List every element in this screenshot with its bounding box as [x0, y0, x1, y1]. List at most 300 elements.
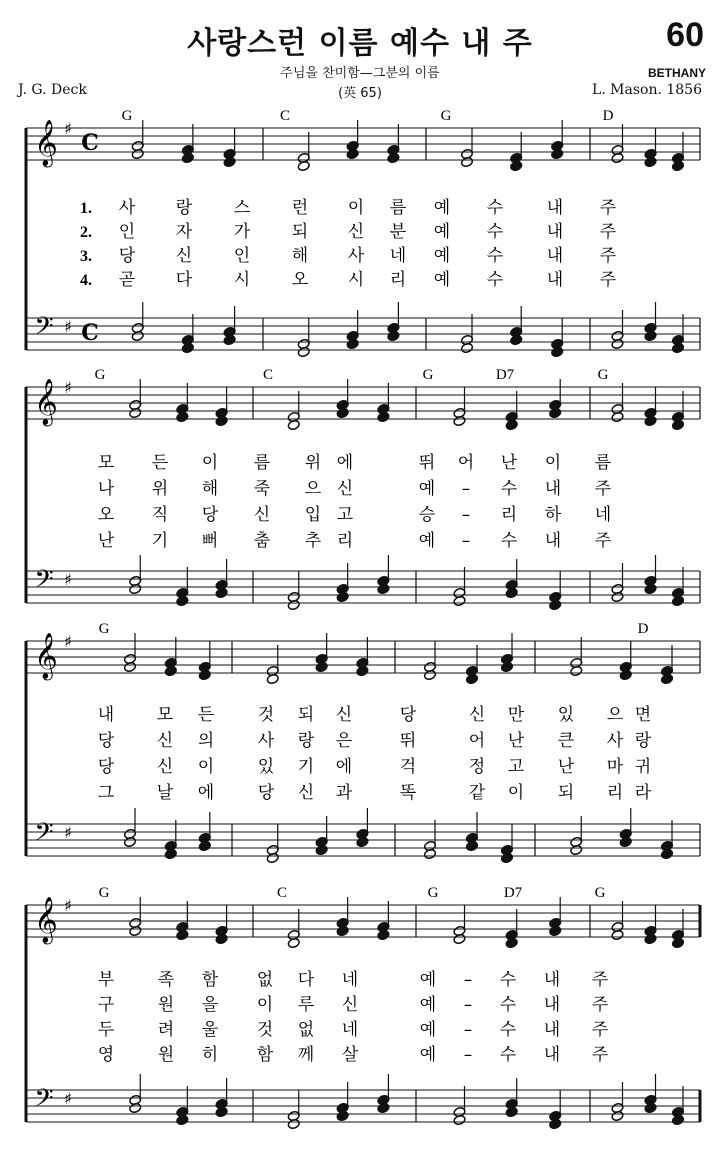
lyric-syllable: 수 [500, 531, 518, 551]
lyric-syllable: 귀 [634, 757, 652, 777]
note-head [671, 595, 684, 606]
lyric-syllable: 이 [544, 453, 562, 473]
lyric-syllable: 라 [634, 783, 652, 803]
lyric-syllable: 에 [335, 757, 353, 777]
lyric-syllable: 리 [606, 783, 624, 803]
lyric-syllable: 신 [297, 783, 315, 803]
key-signature-sharp: ♯ [64, 1089, 72, 1108]
lyric-syllable: – [463, 1045, 473, 1065]
note-head [356, 836, 369, 847]
note-head [181, 152, 194, 163]
note-head [423, 848, 436, 859]
note-head [287, 937, 300, 948]
note-head [176, 929, 189, 940]
chord-symbol: C [279, 108, 291, 124]
lyric-syllable: 날 [156, 783, 174, 803]
bass-clef: 𝄢 [34, 565, 54, 600]
treble-clef: 𝄞 [34, 633, 58, 679]
lyric-syllable: 수 [499, 1020, 517, 1040]
lyric-syllable: 함 [201, 970, 219, 990]
note-head [510, 160, 523, 171]
lyric-syllable: 당 [257, 783, 275, 803]
lyric-syllable: 자 [175, 222, 193, 242]
note-head [287, 599, 300, 610]
lyric-syllable: 수 [499, 995, 517, 1015]
note-head [611, 152, 624, 163]
lyric-syllable: 께 [297, 1045, 315, 1065]
note-head [387, 152, 400, 163]
lyric-syllable: 리 [336, 531, 354, 551]
composer: L. Mason. 1856 [591, 82, 702, 98]
lyric-syllable: 같 [468, 783, 486, 803]
lyric-syllable: 구 [97, 995, 115, 1015]
lyric-syllable: 수 [486, 198, 504, 218]
lyric-syllable: 분 [389, 222, 407, 242]
lyric-syllable: 해 [201, 479, 219, 499]
note-head [164, 665, 177, 676]
lyric-syllable: 사 [118, 198, 136, 218]
lyric-syllable: 주 [599, 222, 617, 242]
lyric-syllable: 에 [336, 453, 354, 473]
english-hymn-number: (英 65) [338, 86, 382, 101]
lyric-syllable: 랑 [175, 198, 193, 218]
note-head [336, 591, 349, 602]
note-head [215, 1106, 228, 1117]
lyric-syllable: 내 [543, 995, 561, 1015]
lyric-syllable: 이 [256, 995, 274, 1015]
treble-staff [26, 387, 700, 419]
lyric-syllable: 족 [157, 970, 175, 990]
hymn-subtitle: 주님을 찬미함—그분의 이름 [280, 66, 440, 81]
lyric-syllable: 고 [507, 757, 525, 777]
chord-symbol: D7 [495, 367, 515, 383]
lyric-syllable: 으 [304, 479, 322, 499]
note-head [611, 338, 624, 349]
note-head [336, 407, 349, 418]
key-signature-sharp: ♯ [64, 119, 72, 138]
lyric-syllable: – [463, 995, 473, 1015]
hymn-title: 사랑스런 이름 예수 내 주 [187, 26, 533, 61]
lyric-syllable: 오 [97, 505, 115, 525]
key-signature-sharp: ♯ [64, 896, 72, 915]
lyric-syllable: 스 [233, 198, 251, 218]
bass-staff [26, 1090, 700, 1122]
lyric-syllable: 수 [486, 222, 504, 242]
lyric-syllable: 루 [297, 995, 315, 1015]
lyric-syllable: 내 [546, 198, 564, 218]
note-head [131, 148, 144, 159]
note-head [660, 673, 673, 684]
note-head [377, 583, 390, 594]
lyric-syllable: 예 [419, 995, 437, 1015]
note-head [176, 595, 189, 606]
lyric-syllable: – [461, 479, 471, 499]
note-head [123, 661, 136, 672]
lyricist: J. G. Deck [18, 82, 87, 98]
note-head [336, 1110, 349, 1121]
note-head [510, 334, 523, 345]
lyric-syllable: – [463, 1020, 473, 1040]
lyric-syllable: 되 [557, 783, 575, 803]
lyric-syllable: 사 [257, 731, 275, 751]
lyric-syllable: 해 [291, 246, 309, 266]
lyric-syllable: 수 [499, 1045, 517, 1065]
lyric-syllable: 시 [233, 270, 251, 290]
lyric-syllable: 오 [291, 270, 309, 290]
note-head [297, 160, 310, 171]
note-head [644, 583, 657, 594]
lyric-syllable: 난 [500, 453, 518, 473]
lyric-syllable: 신 [347, 222, 365, 242]
lyric-syllable: 이 [201, 453, 219, 473]
note-head [644, 415, 657, 426]
note-head [266, 673, 279, 684]
note-head [465, 840, 478, 851]
note-head [465, 673, 478, 684]
note-head [549, 925, 562, 936]
lyric-syllable: 곧 [118, 270, 136, 290]
lyric-syllable: 내 [97, 705, 115, 725]
note-head [315, 661, 328, 672]
lyric-syllable: 주 [599, 198, 617, 218]
lyric-syllable: 없 [297, 1020, 315, 1040]
note-head [570, 665, 583, 676]
lyric-syllable: 모 [97, 453, 115, 473]
lyric-syllable: 신 [156, 731, 174, 751]
lyric-syllable: 신 [156, 757, 174, 777]
lyric-syllable: 을 [201, 995, 219, 1015]
lyric-syllable: 히 [201, 1045, 219, 1065]
lyric-syllable: 랑 [297, 731, 315, 751]
lyric-syllable: 영 [97, 1045, 115, 1065]
note-head [549, 599, 562, 610]
lyric-syllable: 것 [257, 705, 275, 725]
lyric-syllable: 으 [606, 705, 624, 725]
note-head [198, 669, 211, 680]
lyric-syllable: 주 [591, 1045, 609, 1065]
lyric-syllable: 신 [341, 995, 359, 1015]
lyric-syllable: 내 [543, 1045, 561, 1065]
hymn-number: 60 [666, 16, 704, 54]
lyric-syllable: 신 [253, 505, 271, 525]
note-head [549, 1118, 562, 1129]
lyric-syllable: 예 [433, 246, 451, 266]
lyric-syllable: 은 [335, 731, 353, 751]
lyric-syllable: 어 [457, 453, 475, 473]
lyric-syllable: 신 [336, 479, 354, 499]
lyric-syllable: 예 [433, 198, 451, 218]
lyric-syllable: 있 [557, 705, 575, 725]
note-head [223, 334, 236, 345]
lyric-syllable: 랑 [634, 731, 652, 751]
lyric-syllable: 가 [233, 222, 251, 242]
lyric-syllable: 예 [433, 270, 451, 290]
note-head [377, 411, 390, 422]
key-signature-sharp: ♯ [64, 570, 72, 589]
chord-symbol: G [98, 621, 110, 637]
treble-clef: 𝄞 [34, 897, 58, 943]
note-head [453, 415, 466, 426]
treble-staff [26, 128, 700, 160]
lyric-syllable: 네 [594, 505, 612, 525]
lyric-syllable: 다 [175, 270, 193, 290]
lyric-syllable: 만 [507, 705, 525, 725]
lyric-syllable: 수 [499, 970, 517, 990]
note-head [423, 669, 436, 680]
note-head [131, 330, 144, 341]
lyric-syllable: 예 [419, 970, 437, 990]
lyric-syllable: 수 [486, 270, 504, 290]
note-head [387, 330, 400, 341]
note-head [500, 852, 513, 863]
note-head [611, 1110, 624, 1121]
lyric-syllable: 원 [157, 995, 175, 1015]
lyric-syllable: 내 [546, 270, 564, 290]
lyric-syllable: 주 [599, 270, 617, 290]
note-head [123, 836, 136, 847]
note-head [181, 342, 194, 353]
lyric-syllable: 살 [341, 1045, 359, 1065]
note-head [671, 937, 684, 948]
chord-symbol: D [602, 108, 614, 124]
lyric-syllable: 하 [544, 505, 562, 525]
lyric-syllable: 추 [304, 531, 322, 551]
chord-symbol: C [276, 885, 288, 901]
lyric-syllable: 내 [543, 970, 561, 990]
lyric-syllable: 기 [297, 757, 315, 777]
note-head [671, 1114, 684, 1125]
lyric-syllable: 리 [500, 505, 518, 525]
note-head [346, 148, 359, 159]
lyric-syllable: 되 [297, 705, 315, 725]
chord-symbol: D7 [503, 885, 523, 901]
lyric-syllable: 주 [591, 1020, 609, 1040]
lyric-syllable: 네 [389, 246, 407, 266]
lyric-syllable: 당 [97, 731, 115, 751]
lyric-syllable: 걱 [399, 757, 417, 777]
note-head [129, 1102, 142, 1113]
lyric-syllable: 위 [304, 453, 322, 473]
lyric-syllable: 함 [256, 1045, 274, 1065]
lyric-syllable: 그 [97, 783, 115, 803]
lyric-syllable: 예 [419, 1045, 437, 1065]
chord-symbol: D [637, 621, 649, 637]
lyric-syllable: 시 [347, 270, 365, 290]
lyric-syllable: 내 [546, 222, 564, 242]
note-head [129, 407, 142, 418]
lyric-syllable: 뛰 [399, 731, 417, 751]
lyric-syllable: 신 [175, 246, 193, 266]
note-head [287, 419, 300, 430]
note-head [129, 583, 142, 594]
note-head [505, 419, 518, 430]
lyric-syllable: 부 [97, 970, 115, 990]
lyric-syllable: 이 [507, 783, 525, 803]
lyric-syllable: 내 [544, 531, 562, 551]
chord-symbol: G [427, 885, 439, 901]
lyric-syllable: 려 [157, 1020, 175, 1040]
lyric-syllable: 름 [594, 453, 612, 473]
lyric-syllable: 마 [606, 757, 624, 777]
verse-number: 2. [80, 224, 92, 241]
lyric-syllable: 이 [347, 198, 365, 218]
treble-staff [26, 905, 700, 937]
lyric-syllable: 름 [389, 198, 407, 218]
note-head [549, 407, 562, 418]
lyric-syllable: 면 [634, 705, 652, 725]
note-head [315, 844, 328, 855]
lyric-syllable: 난 [507, 731, 525, 751]
lyric-syllable: 런 [291, 198, 309, 218]
note-head [460, 156, 473, 167]
note-head [377, 929, 390, 940]
lyric-syllable: 난 [557, 757, 575, 777]
note-head [164, 848, 177, 859]
lyric-syllable: 큰 [557, 731, 575, 751]
note-head [644, 330, 657, 341]
note-head [671, 160, 684, 171]
lyric-syllable: 든 [151, 453, 169, 473]
note-head [336, 925, 349, 936]
lyric-syllable: 어 [468, 731, 486, 751]
lyric-syllable: 원 [157, 1045, 175, 1065]
lyric-syllable: 것 [256, 1020, 274, 1040]
note-head [619, 836, 632, 847]
lyric-syllable: 정 [468, 757, 486, 777]
lyric-syllable: 주 [591, 995, 609, 1015]
note-head [215, 933, 228, 944]
note-head [611, 591, 624, 602]
verse-number: 3. [80, 248, 92, 265]
note-head [346, 338, 359, 349]
lyric-syllable: 기 [151, 531, 169, 551]
lyric-syllable: 뻐 [201, 531, 219, 551]
lyric-syllable: 춤 [253, 531, 271, 551]
lyric-syllable: 주 [591, 970, 609, 990]
lyric-syllable: – [461, 531, 471, 551]
tune-name: BETHANY [647, 66, 706, 80]
note-head [551, 346, 564, 357]
note-head [297, 346, 310, 357]
bass-clef: 𝄢 [34, 1084, 54, 1119]
lyric-syllable: 이 [197, 757, 215, 777]
key-signature-sharp: ♯ [64, 378, 72, 397]
lyric-syllable: 난 [97, 531, 115, 551]
key-signature-sharp: ♯ [64, 823, 72, 842]
treble-clef: 𝄞 [34, 120, 58, 166]
note-head [570, 844, 583, 855]
lyric-syllable: 당 [201, 505, 219, 525]
note-head [619, 669, 632, 680]
bass-clef: 𝄢 [34, 818, 54, 853]
verse-number: 4. [80, 272, 92, 289]
lyric-syllable: 인 [233, 246, 251, 266]
lyric-syllable: 예 [433, 222, 451, 242]
lyric-syllable: 신 [335, 705, 353, 725]
lyric-syllable: 울 [201, 1020, 219, 1040]
note-head [287, 1118, 300, 1129]
note-head [198, 840, 211, 851]
lyric-syllable: 예 [419, 1020, 437, 1040]
system-3 [26, 633, 700, 864]
lyric-syllable: – [461, 505, 471, 525]
lyric-syllable: 당 [97, 757, 115, 777]
note-head [215, 415, 228, 426]
bass-staff [26, 571, 700, 603]
note-head [505, 587, 518, 598]
lyric-syllable: 네 [341, 1020, 359, 1040]
key-signature-sharp: ♯ [64, 317, 72, 336]
note-head [453, 1114, 466, 1125]
lyric-syllable: 름 [253, 453, 271, 473]
chord-symbol: C [262, 367, 274, 383]
note-head [176, 1114, 189, 1125]
lyric-syllable: 직 [151, 505, 169, 525]
lyric-syllable: 나 [97, 479, 115, 499]
note-head [611, 929, 624, 940]
treble-clef: 𝄞 [34, 379, 58, 425]
note-head [505, 937, 518, 948]
lyric-syllable: 위 [151, 479, 169, 499]
lyric-syllable: 뛰 [418, 453, 436, 473]
note-head [500, 661, 513, 672]
chord-symbol: G [594, 885, 606, 901]
lyric-syllable: 예 [418, 531, 436, 551]
lyric-syllable: 주 [594, 531, 612, 551]
bass-staff [26, 318, 700, 350]
lyric-syllable: 있 [257, 757, 275, 777]
lyric-syllable: 예 [418, 479, 436, 499]
lyric-syllable: 사 [606, 731, 624, 751]
note-head [644, 156, 657, 167]
chord-symbol: G [422, 367, 434, 383]
chord-symbol: G [440, 108, 452, 124]
lyric-syllable: 사 [347, 246, 365, 266]
key-signature-sharp: ♯ [64, 632, 72, 651]
chord-symbol: G [94, 367, 106, 383]
note-head [266, 852, 279, 863]
lyric-syllable: 내 [546, 246, 564, 266]
chord-symbol: G [597, 367, 609, 383]
note-head [660, 848, 673, 859]
note-head [611, 411, 624, 422]
lyric-syllable: 당 [399, 705, 417, 725]
lyric-syllable: 되 [291, 222, 309, 242]
note-head [551, 148, 564, 159]
lyric-syllable: 고 [336, 505, 354, 525]
note-head [176, 411, 189, 422]
lyric-syllable: 내 [544, 479, 562, 499]
lyric-syllable: 에 [197, 783, 215, 803]
lyric-syllable: – [463, 970, 473, 990]
note-head [460, 342, 473, 353]
bass-clef: 𝄢 [34, 312, 54, 347]
lyric-syllable: 인 [118, 222, 136, 242]
note-head [671, 342, 684, 353]
chord-symbol: G [98, 885, 110, 901]
lyric-syllable: 죽 [253, 479, 271, 499]
lyric-syllable: 의 [197, 731, 215, 751]
lyric-syllable: 내 [543, 1020, 561, 1040]
lyric-syllable: 수 [500, 479, 518, 499]
lyric-syllable: 두 [97, 1020, 115, 1040]
lyric-syllable: 신 [468, 705, 486, 725]
lyric-syllable: 없 [256, 970, 274, 990]
note-head [223, 156, 236, 167]
lyric-syllable: 주 [599, 246, 617, 266]
note-head [129, 925, 142, 936]
lyric-syllable: 승 [418, 505, 436, 525]
